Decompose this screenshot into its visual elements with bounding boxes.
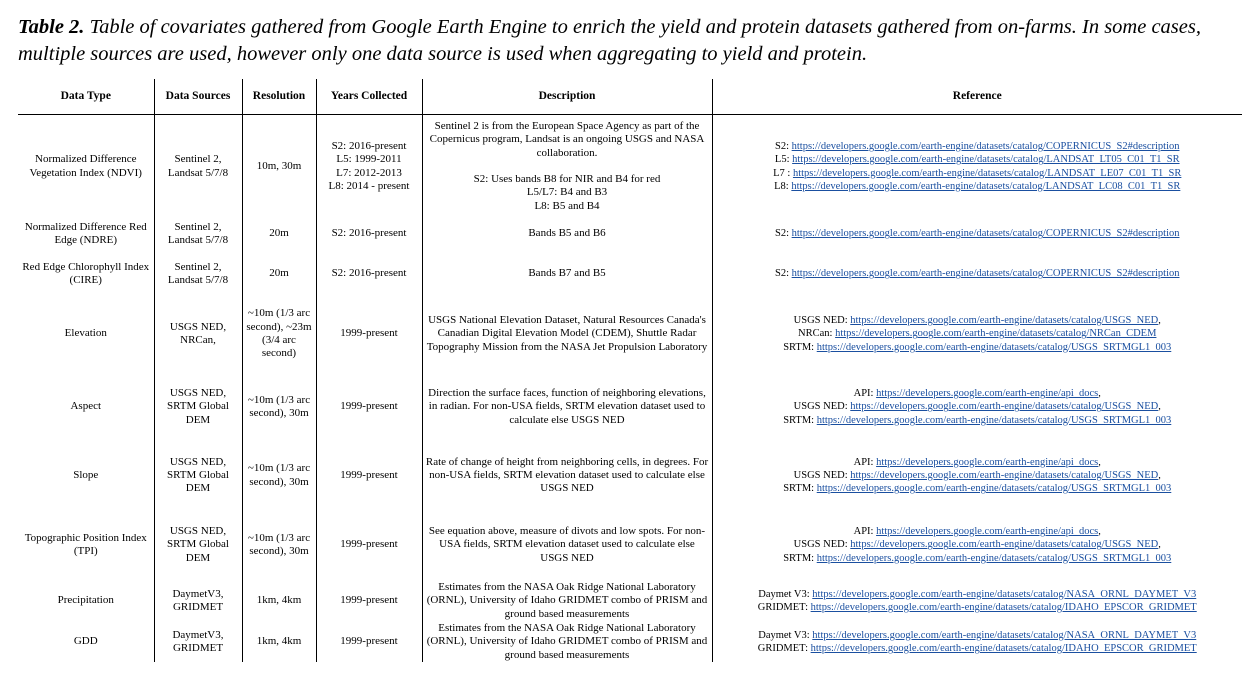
- reference-prefix: L8:: [774, 180, 792, 192]
- reference-prefix: USGS NED:: [793, 539, 851, 551]
- table-caption: [18, 14, 1238, 68]
- reference-link[interactable]: https://developers.google.com/earth-engine/datasets/catalog/USGS_NED: [850, 401, 1159, 413]
- cell-reference: [712, 118, 1242, 215]
- reference-link[interactable]: https://developers.google.com/earth-engine/datasets/catalog/COPERNICUS_S2#description: [791, 140, 1180, 152]
- cell-data-sources: USGS NED, SRTM Global DEM: [154, 510, 242, 580]
- cell-data-type: Normalized Difference Red Edge (NDRE): [18, 215, 154, 253]
- years-line: 1999-present: [340, 327, 398, 340]
- reference-link[interactable]: https://developers.google.com/earth-engine/datasets/catalog/USGS_SRTMGL1_003: [816, 414, 1172, 426]
- reference-suffix: ,: [1158, 539, 1161, 551]
- cell-resolution: 1km, 4km: [242, 580, 316, 622]
- reference-link[interactable]: https://developers.google.com/earth-engine/datasets/catalog/LANDSAT_LC08_C01_T1_SR: [791, 180, 1181, 192]
- description-line: [426, 160, 709, 173]
- reference-line: [715, 642, 1241, 655]
- reference-line: [715, 552, 1241, 565]
- reference-line: [715, 180, 1241, 193]
- reference-prefix: API:: [853, 388, 877, 400]
- years-line: S2: 2016-present: [331, 267, 407, 280]
- years-line: 1999-present: [340, 538, 398, 551]
- cell-years: [316, 253, 422, 295]
- years-line: 1999-present: [340, 468, 398, 481]
- table-body: [18, 115, 1242, 663]
- reference-link[interactable]: https://developers.google.com/earth-engine/datasets/catalog/IDAHO_EPSCOR_GRIDMET: [810, 602, 1197, 613]
- reference-link[interactable]: https://developers.google.com/earth-engine/datasets/catalog/USGS_SRTMGL1_003: [816, 483, 1172, 495]
- reference-prefix: SRTM:: [783, 552, 817, 564]
- reference-link[interactable]: https://developers.google.com/earth-engine/datasets/catalog/NRCan_CDEM: [835, 328, 1157, 340]
- table-row: [18, 295, 1242, 373]
- reference-link[interactable]: https://developers.google.com/earth-engine/datasets/catalog/COPERNICUS_S2#description: [791, 228, 1180, 240]
- reference-line: [715, 400, 1241, 413]
- cell-data-sources: DaymetV3, GRIDMET: [154, 580, 242, 622]
- reference-link[interactable]: https://developers.google.com/earth-engine/api_docs: [876, 526, 1099, 538]
- reference-prefix: NRCan:: [798, 328, 836, 340]
- reference-suffix: ,: [1098, 456, 1101, 468]
- cell-data-type: Slope: [18, 441, 154, 510]
- reference-line: [715, 153, 1241, 166]
- reference-line: [715, 227, 1241, 240]
- cell-data-type: Red Edge Chlorophyll Index (CIRE): [18, 253, 154, 295]
- reference-link[interactable]: https://developers.google.com/earth-engine/datasets/catalog/NASA_ORNL_DAYMET_V3: [812, 588, 1197, 600]
- reference-prefix: API:: [853, 526, 877, 538]
- years-line: 1999-present: [340, 594, 398, 607]
- reference-line: [715, 267, 1241, 280]
- cell-years: [316, 215, 422, 253]
- header-years: Years Collected: [316, 79, 422, 115]
- cell-description: [422, 215, 712, 253]
- cell-description: [422, 441, 712, 510]
- reference-prefix: SRTM:: [783, 341, 817, 353]
- header-data-sources: Data Sources: [154, 79, 242, 115]
- cell-data-type: GDD: [18, 622, 154, 662]
- description-line: L8: B5 and B4: [534, 199, 600, 212]
- cell-resolution: 20m: [242, 253, 316, 295]
- header-resolution: Resolution: [242, 79, 316, 115]
- cell-resolution: ~10m (1/3 arc second), 30m: [242, 441, 316, 510]
- reference-link[interactable]: https://developers.google.com/earth-engine/datasets/catalog/COPERNICUS_S2#description: [791, 268, 1180, 280]
- cell-description: [422, 510, 712, 580]
- cell-data-sources: Sentinel 2, Landsat 5/7/8: [154, 118, 242, 215]
- table-row: [18, 622, 1242, 662]
- description-line: Direction the surface faces, function of neighboring elevations, in radian. For non-USA fields, SRTM elevation dataset used to calculate else USGS NED: [428, 387, 706, 426]
- cell-reference: [712, 510, 1242, 580]
- reference-prefix: SRTM:: [783, 414, 817, 426]
- cell-reference: [712, 215, 1242, 253]
- reference-suffix: ,: [1098, 388, 1101, 400]
- cell-reference: [712, 295, 1242, 373]
- description-line: Bands B7 and B5: [528, 267, 606, 280]
- reference-prefix: API:: [853, 456, 877, 468]
- cell-years: [316, 441, 422, 510]
- reference-prefix: Daymet V3:: [758, 588, 813, 600]
- reference-prefix: S2:: [775, 228, 792, 240]
- cell-description: [422, 295, 712, 373]
- reference-line: [715, 140, 1241, 153]
- description-line: L5/L7: B4 and B3: [526, 186, 608, 199]
- reference-line: [715, 314, 1241, 327]
- caption-text: Table of covariates gathered from Google Earth Engine to enrich the yield and protein datasets gathered from on-farms. In some cases, multiple sources are used, however only one data source is used when aggregating to yield and protein.: [18, 16, 1201, 65]
- reference-line: [715, 525, 1241, 538]
- description-line: USGS National Elevation Dataset, Natural Resources Canada's Canadian Digital Elevation Model (CDEM), Shuttle Radar Topography Mission from the NASA Jet Propulsion Laboratory: [426, 314, 708, 353]
- cell-years: [316, 510, 422, 580]
- reference-prefix: S2:: [775, 140, 792, 152]
- reference-link[interactable]: https://developers.google.com/earth-engine/datasets/catalog/USGS_NED: [850, 539, 1159, 551]
- cell-years: [316, 373, 422, 441]
- table-row: [18, 441, 1242, 510]
- years-line: 1999-present: [340, 400, 398, 413]
- reference-suffix: ,: [1098, 526, 1101, 538]
- years-line: 1999-present: [340, 635, 398, 648]
- description-line: Rate of change of height from neighboring cells, in degrees. For non-USA fields, SRTM elevation dataset used to calculate else USGS NED: [425, 455, 709, 495]
- cell-resolution: 10m, 30m: [242, 118, 316, 215]
- reference-link[interactable]: https://developers.google.com/earth-engine/api_docs: [876, 388, 1099, 400]
- years-line: L5: 1999-2011: [336, 153, 402, 166]
- reference-prefix: USGS NED:: [793, 315, 851, 327]
- reference-prefix: Daymet V3:: [758, 629, 813, 641]
- reference-link[interactable]: https://developers.google.com/earth-engine/datasets/catalog/NASA_ORNL_DAYMET_V3: [812, 629, 1197, 641]
- reference-line: [715, 341, 1241, 354]
- cell-description: [422, 580, 712, 622]
- reference-line: [715, 414, 1241, 427]
- cell-data-type: Elevation: [18, 295, 154, 373]
- reference-line: [715, 327, 1241, 340]
- cell-years: [316, 622, 422, 662]
- cell-data-sources: Sentinel 2, Landsat 5/7/8: [154, 215, 242, 253]
- reference-link[interactable]: https://developers.google.com/earth-engine/datasets/catalog/USGS_SRTMGL1_003: [816, 552, 1172, 564]
- header-description: Description: [422, 79, 712, 115]
- reference-prefix: USGS NED:: [793, 401, 851, 413]
- cell-description: [422, 253, 712, 295]
- caption-label: Table 2.: [18, 16, 85, 38]
- table-row: [18, 510, 1242, 580]
- cell-years: [316, 118, 422, 215]
- reference-line: [715, 482, 1241, 495]
- reference-prefix: L5:: [774, 154, 793, 166]
- reference-link[interactable]: https://developers.google.com/earth-engine/datasets/catalog/USGS_NED: [850, 315, 1159, 327]
- table-row: [18, 580, 1242, 622]
- header-reference: Reference: [712, 79, 1242, 115]
- reference-suffix: ,: [1158, 469, 1161, 481]
- header-data-type: Data Type: [18, 79, 154, 115]
- cell-resolution: 1km, 4km: [242, 622, 316, 662]
- cell-years: [316, 295, 422, 373]
- cell-reference: [712, 253, 1242, 295]
- table-row: [18, 215, 1242, 253]
- cell-resolution: 20m: [242, 215, 316, 253]
- reference-prefix: USGS NED:: [793, 469, 851, 481]
- years-line: L7: 2012-2013: [336, 166, 402, 179]
- cell-data-type: Precipitation: [18, 580, 154, 622]
- reference-line: [715, 469, 1241, 482]
- description-line: Estimates from the NASA Oak Ridge National Laboratory (ORNL), University of Idaho GRIDMET combo of PRISM and ground based measurements: [426, 581, 708, 620]
- reference-prefix: SRTM:: [783, 483, 817, 495]
- description-line: S2: Uses bands B8 for NIR and B4 for red: [473, 173, 661, 186]
- reference-prefix: L7 :: [773, 167, 793, 179]
- reference-suffix: ,: [1158, 315, 1161, 327]
- reference-line: [715, 601, 1241, 614]
- cell-description: [422, 622, 712, 662]
- cell-data-sources: USGS NED, NRCan,: [154, 295, 242, 373]
- reference-link[interactable]: https://developers.google.com/earth-engine/datasets/catalog/USGS_SRTMGL1_003: [816, 341, 1172, 353]
- reference-line: [715, 387, 1241, 400]
- years-line: L8: 2014 - present: [328, 179, 410, 192]
- reference-line: [715, 538, 1241, 551]
- table-row: [18, 253, 1242, 295]
- reference-line: [715, 167, 1241, 180]
- cell-resolution: ~10m (1/3 arc second), 30m: [242, 510, 316, 580]
- cell-data-sources: USGS NED, SRTM Global DEM: [154, 373, 242, 441]
- cell-data-type: Aspect: [18, 373, 154, 441]
- reference-link[interactable]: https://developers.google.com/earth-engine/datasets/catalog/LANDSAT_LT05_C01_T1_SR: [792, 154, 1180, 166]
- cell-data-sources: USGS NED, SRTM Global DEM: [154, 441, 242, 510]
- cell-reference: [712, 373, 1242, 441]
- description-line: Estimates from the NASA Oak Ridge National Laboratory (ORNL), University of Idaho GRIDMET combo of PRISM and ground based measurements: [426, 622, 708, 661]
- reference-prefix: GRIDMET:: [757, 602, 811, 613]
- table-row: [18, 118, 1242, 215]
- cell-data-type: Topographic Position Index (TPI): [18, 510, 154, 580]
- cell-years: [316, 580, 422, 622]
- reference-prefix: GRIDMET:: [757, 643, 811, 654]
- cell-reference: [712, 441, 1242, 510]
- reference-line: [715, 629, 1241, 642]
- reference-prefix: S2:: [775, 268, 792, 280]
- cell-reference: [712, 622, 1242, 662]
- reference-line: [715, 456, 1241, 469]
- covariates-table: [18, 79, 1242, 662]
- cell-description: [422, 118, 712, 215]
- description-line: See equation above, measure of divots and low spots. For non-USA fields, SRTM elevation dataset used to calculate else USGS NED: [428, 525, 706, 564]
- cell-data-sources: Sentinel 2, Landsat 5/7/8: [154, 253, 242, 295]
- reference-line: [715, 588, 1241, 601]
- years-line: S2: 2016-present: [331, 139, 407, 152]
- reference-link[interactable]: https://developers.google.com/earth-engine/datasets/catalog/IDAHO_EPSCOR_GRIDMET: [810, 643, 1197, 654]
- reference-suffix: ,: [1158, 401, 1161, 413]
- cell-resolution: ~10m (1/3 arc second), 30m: [242, 373, 316, 441]
- table-row: [18, 373, 1242, 441]
- reference-link[interactable]: https://developers.google.com/earth-engine/datasets/catalog/LANDSAT_LE07_C01_T1_SR: [792, 167, 1182, 179]
- years-line: S2: 2016-present: [331, 227, 407, 240]
- reference-link[interactable]: https://developers.google.com/earth-engine/datasets/catalog/USGS_NED: [850, 469, 1159, 481]
- cell-resolution: ~10m (1/3 arc second), ~23m (3/4 arc second): [242, 295, 316, 373]
- cell-data-type: Normalized Difference Vegetation Index (NDVI): [18, 118, 154, 215]
- description-line: Bands B5 and B6: [528, 227, 606, 240]
- table-header-row: [18, 79, 1242, 115]
- cell-description: [422, 373, 712, 441]
- description-line: Sentinel 2 is from the European Space Agency as part of the Copernicus program, Landsat is an ongoing USGS and NASA collaboration.: [429, 119, 705, 159]
- reference-link[interactable]: https://developers.google.com/earth-engine/api_docs: [876, 456, 1099, 468]
- cell-reference: [712, 580, 1242, 622]
- cell-data-sources: DaymetV3, GRIDMET: [154, 622, 242, 662]
